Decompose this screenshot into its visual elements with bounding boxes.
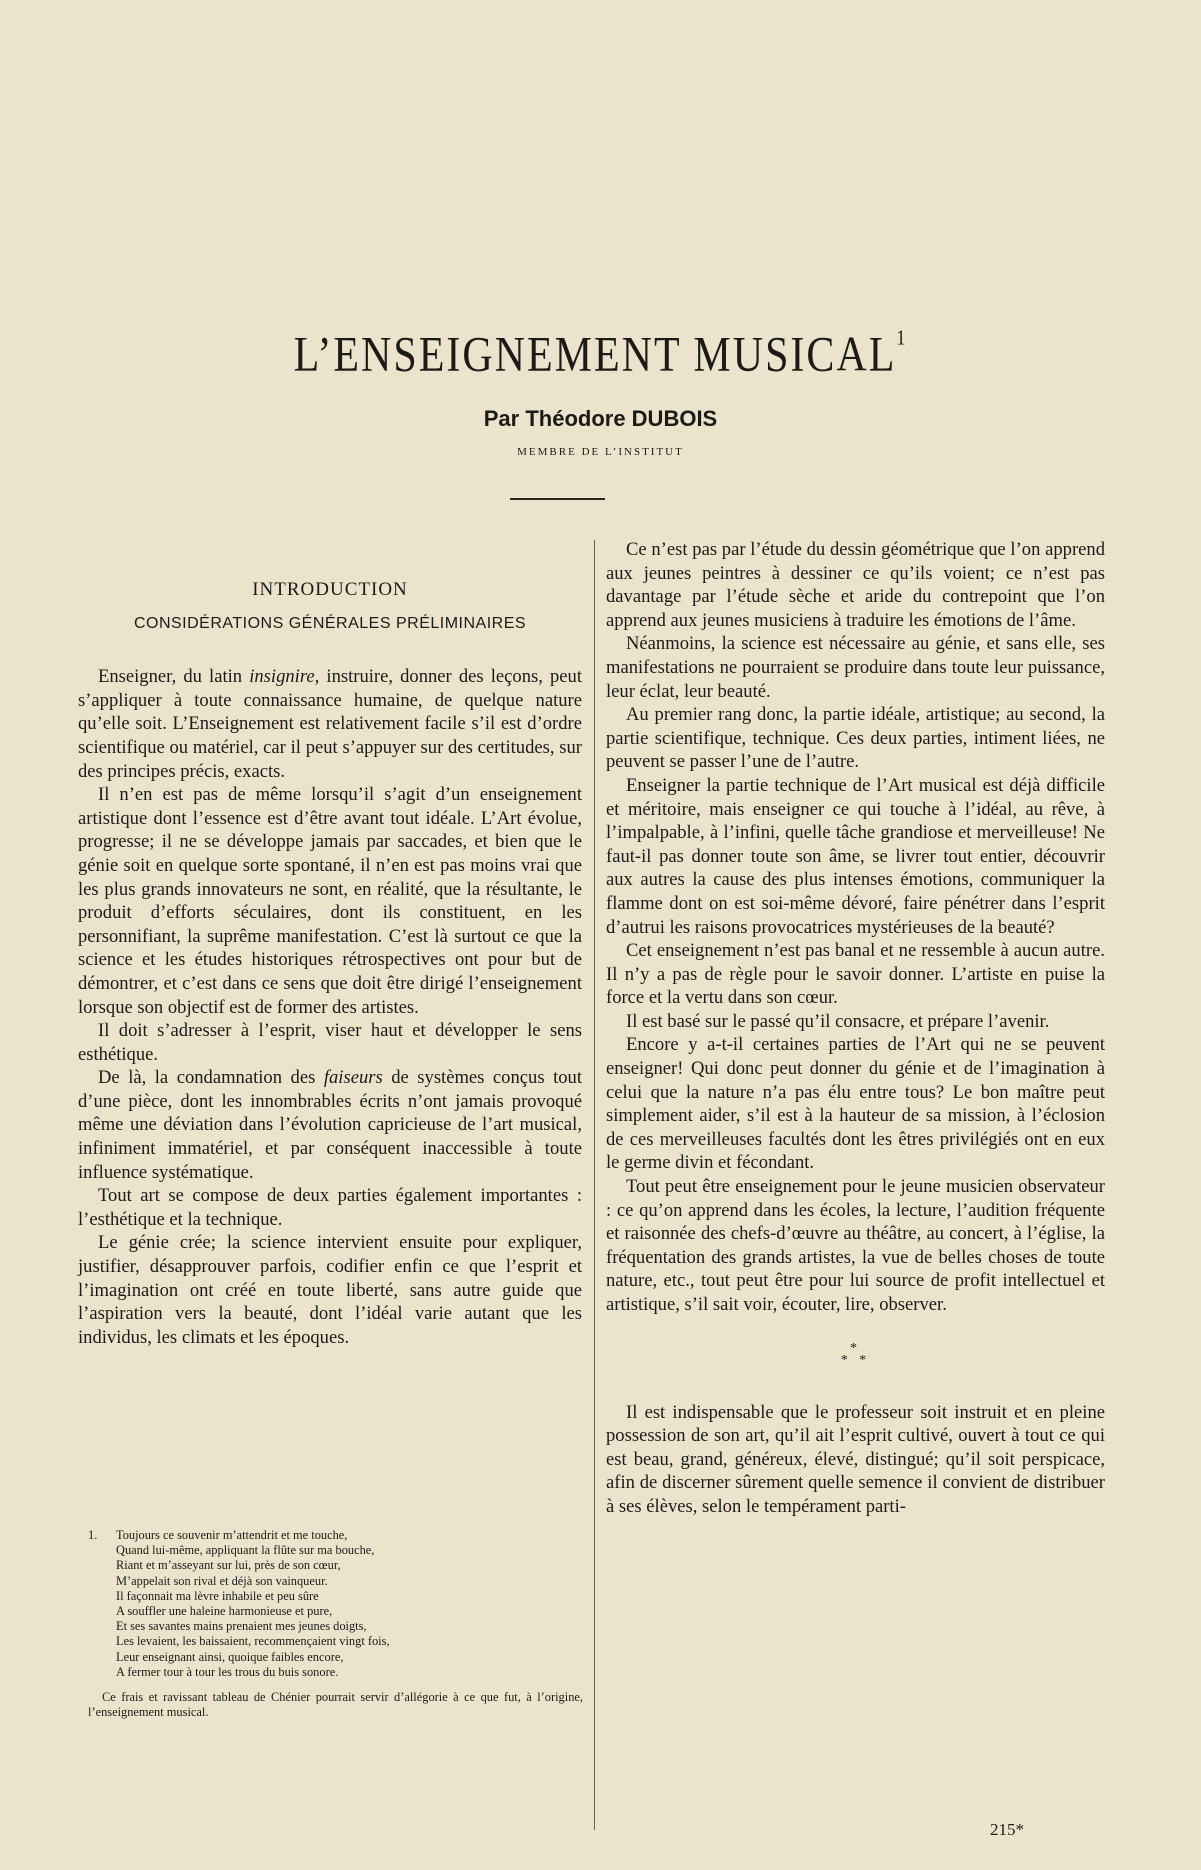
paragraph: Il doit s’adresser à l’esprit, viser haut et développer le sens esthétique. <box>78 1020 582 1065</box>
paragraph: Néanmoins, la science est nécessaire au génie, et sans elle, ses manifestations ne pourraient se produire dans toute leur puissance, leur éclat, leur beauté. <box>606 633 1105 702</box>
footnote-poem: Toujours ce souvenir m’attendrit et me touche, Quand lui-même, appliquant la flûte sur ma bouche, Riant et m’asseyant sur lui, près de son cœur, M’appelait son rival et déjà son vainqueur. Il façonnait ma lèvre inhabile et peu sûre A souffler une haleine harmonieuse et pure, Et ses savantes mains prenaient mes jeunes doigts, Les levaient, les baissaient, recommençaient vingt fois, Leur enseignant ainsi, quoique faibles encore, A fermer tour à tour les trous du buis sonore. <box>116 1528 390 1679</box>
text-run: instruire, donner des leçons, peut s’appliquer à toute connaissance humaine, de quelque nature qu’elle soit. L’Enseignement est relativement facile s’il est d’ordre scientifique ou matériel, car il peut s’appuyer sur des certitudes, sur des principes précis, exacts. <box>78 666 583 782</box>
paragraph: Il est basé sur le passé qu’il consacre, et prépare l’avenir. <box>626 1010 1050 1032</box>
paragraph: Tout art se compose de deux parties également importantes : l’esthétique et la technique. <box>78 1185 582 1230</box>
author-line: Par Théodore DUBOIS <box>483 406 718 431</box>
paragraph: Tout peut être enseignement pour le jeune musicien observateur : ce qu’on apprend dans les écoles, la lecture, l’audition fréquente et raisonnée des chefs-d’œuvre au théâtre, au concert, à l’église, la fréquentation des grands artistes, la vue de belles choses de toute nature, etc., tout peut être pour lui source de profit intellectuel et artistique, s’il sait voir, écouter, lire, observer. <box>606 1176 1105 1315</box>
right-column <box>606 538 1105 1519</box>
footnote <box>88 1528 583 1720</box>
text-run: Enseigner, du latin <box>98 666 250 688</box>
section-title: INTRODUCTION <box>252 579 408 600</box>
paragraph: Cet enseignement n’est pas banal et ne ressemble à aucun autre. Il n’y a pas de règle pour le savoir donner. L’artiste en puise la force et la vertu dans son cœur. <box>606 940 1105 1009</box>
text-run: de systèmes conçus tout d’une pièce, dont les innombrables écrits n’ont jamais provoqué même une déviation dans l’évolution capricieuse de l’art musical, infiniment immatériel, et par conséquent inaccessible à toute influence systématique. <box>78 1067 582 1183</box>
author-affiliation: MEMBRE DE L’INSTITUT <box>517 446 684 458</box>
asterism-top: * <box>850 1340 861 1356</box>
paragraph: Il est indispensable que le professeur soit instruit et en pleine possession de son art, qu’il ait l’esprit cultivé, ouvert à tout ce qui est beau, grand, généreux, élevé, distingué; qu’il soit perspicace, afin de discerner sûrement quelle semence il convient de distribuer à ses élèves, selon le tempérament parti- <box>606 1401 1105 1517</box>
title-text: L’ENSEIGNEMENT MUSICAL <box>293 327 897 383</box>
article-title <box>0 326 1201 384</box>
footnote-number: 1. <box>88 1528 98 1542</box>
left-column <box>78 538 582 1349</box>
italic-text: insignire, <box>249 666 320 688</box>
paragraph: Le génie crée; la science intervient ensuite pour expliquer, justifier, désapprouver parfois, codifier enfin ce que l’esprit et l’imagination ont créé en toute liberté, sans autre guide que l’aspiration vers la beauté, dont l’idéal varie autant que les individus, les climats et les époques. <box>78 1232 582 1348</box>
page-number: 215* <box>990 1820 1024 1839</box>
paragraph <box>78 1066 582 1184</box>
italic-text: faiseurs <box>323 1067 383 1089</box>
paragraph: Enseigner la partie technique de l’Art musical est déjà difficile et méritoire, mais enseigner ce qui touche à l’idéal, au rêve, à l’impalpable, à l’infini, quelle tâche grandiose et merveilleuse! Ne faut-il pas donner toute son âme, se livrer tout entier, découvrir aux autres la cause des plus intenses émotions, communiquer la flamme dont on est soi-même dévoré, faire pénétrer dans l’esprit d’autrui les raisons provocatrices mystérieuses de la beauté? <box>606 774 1105 938</box>
paragraph: Il n’en est pas de même lorsqu’il s’agit d’un enseignement artistique dont l’essence est d’être avant tout idéale. L’Art évolue, progresse; il ne se développe jamais par saccades, et bien que le génie soit en quelque sorte spontané, il n’en est pas moins vrai que les plus grands innovateurs ne sont, en réalité, que la résultante, le produit d’efforts séculaires, dont ils constituent, en les personnifiant, la suprême manifestation. C’est là surtout ce que la science et les études historiques rétrospectives ont pour but de démontrer, et c’est dans ce sens que doit être dirigé l’enseignement lorsque son objectif est de former des artistes. <box>78 784 582 1018</box>
footnote-note: Ce frais et ravissant tableau de Chénier pourrait servir d’allégorie à ce que fut, à l’origine, l’enseignement musical. <box>88 1690 583 1720</box>
asterism-bottom: * * <box>840 1352 871 1368</box>
title-footnote-marker: 1 <box>896 325 908 350</box>
asterism-separator <box>606 1340 1105 1368</box>
paragraph: Ce n’est pas par l’étude du dessin géométrique que l’on apprend aux jeunes peintres à dessiner ce qu’ils voient; ce n’est pas davantage par l’étude sèche et aride du contrepoint que l’on apprend aux jeunes musiciens à traduire les émotions de l’âme. <box>606 539 1105 631</box>
paragraph <box>78 665 582 783</box>
title-rule <box>510 498 605 500</box>
text-run: De là, la condamnation des <box>98 1067 324 1089</box>
paragraph: Encore y a-t-il certaines parties de l’Art qui ne se peuvent enseigner! Qui donc peut donner du génie et de l’imagination à celui que la nature n’a pas élu entre tous? Le bon maître peut simplement aider, s’il est à la hauteur de sa mission, à l’éclosion de ces merveilleuses facultés dont les êtres privilégiés ont en eux le germe divin et fécondant. <box>606 1034 1105 1174</box>
paragraph: Au premier rang donc, la partie idéale, artistique; au second, la partie scientifique, technique. Ces deux parties, intiment liées, ne peuvent se passer l’une de l’autre. <box>606 704 1105 773</box>
subsection-title: CONSIDÉRATIONS GÉNÉRALES PRÉLIMINAIRES <box>133 614 527 632</box>
column-divider <box>594 540 595 1830</box>
